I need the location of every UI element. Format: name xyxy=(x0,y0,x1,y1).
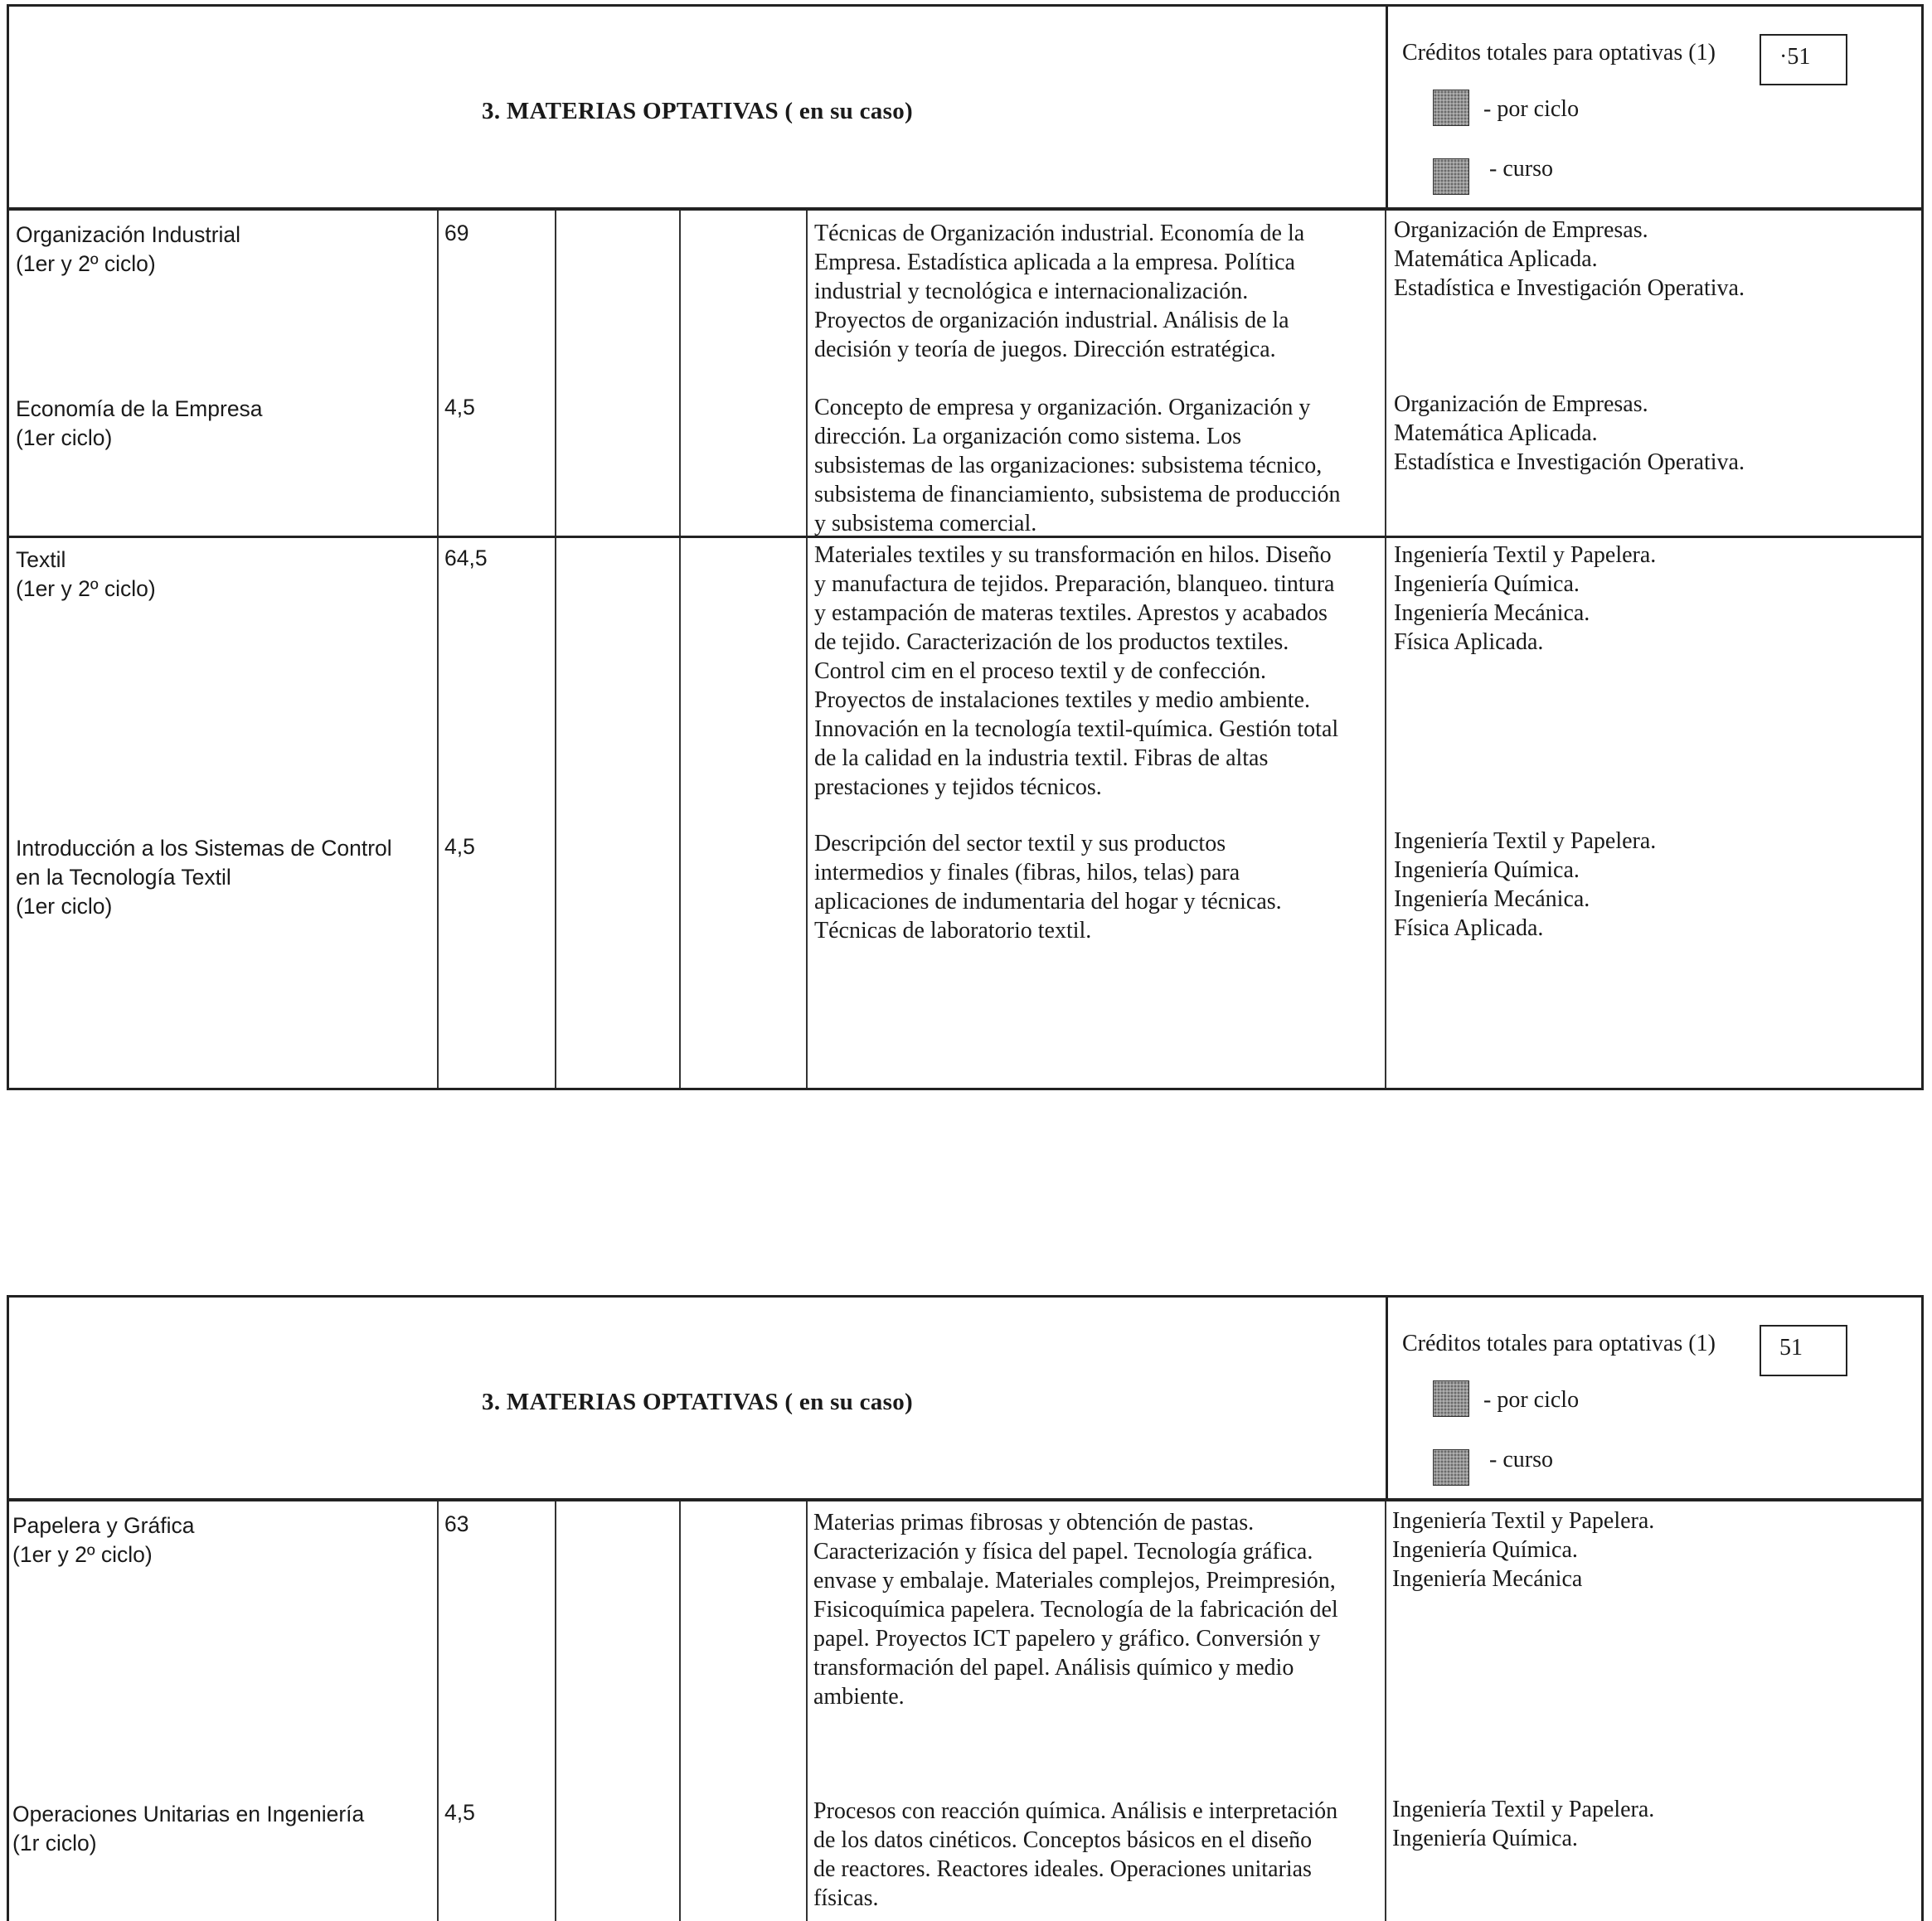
knowledge-areas xyxy=(1394,216,1925,303)
area-line: Ingeniería Textil y Papelera. xyxy=(1392,1508,1655,1534)
section-title: 3. MATERIAS OPTATIVAS ( en su caso) xyxy=(482,98,913,124)
curso-label: - curso xyxy=(1489,156,1553,182)
description-line: Empresa. Estadística aplicada a la empresa. Política xyxy=(814,250,1295,275)
subject-description xyxy=(814,541,1378,802)
curso-label: - curso xyxy=(1489,1447,1553,1472)
area-line: Ingeniería Química. xyxy=(1394,857,1580,883)
subject-name xyxy=(16,395,263,453)
description-line: Descripción del sector textil y sus productos xyxy=(814,831,1226,856)
subject-name xyxy=(12,1800,364,1858)
column-divider xyxy=(1385,1501,1386,1921)
subject-cycle: (1r ciclo) xyxy=(12,1831,97,1856)
knowledge-areas xyxy=(1394,827,1925,943)
column-divider xyxy=(679,1501,681,1921)
subject-credits: 4,5 xyxy=(444,1800,475,1825)
curso-swatch-icon xyxy=(1433,158,1469,195)
description-line: intermedios y finales (fibras, hilos, telas) para xyxy=(814,860,1240,885)
area-line: Ingeniería Textil y Papelera. xyxy=(1392,1797,1655,1822)
column-divider xyxy=(555,1501,556,1921)
description-line: de los datos cinéticos. Conceptos básicos en el diseño xyxy=(813,1827,1313,1853)
knowledge-areas xyxy=(1392,1795,1923,1853)
section-title: 3. MATERIAS OPTATIVAS ( en su caso) xyxy=(482,1389,913,1415)
description-line: Innovación en la tecnología textil-química. Gestión total xyxy=(814,716,1339,742)
area-line: Física Aplicada. xyxy=(1394,915,1544,941)
description-line: de la calidad en la industria textil. Fibras de altas xyxy=(814,745,1269,771)
subject-description xyxy=(813,1508,1377,1711)
description-line: Materias primas fibrosas y obtención de pastas. xyxy=(813,1510,1255,1535)
area-line: Ingeniería Química. xyxy=(1392,1537,1578,1563)
por-ciclo-swatch-icon xyxy=(1433,90,1469,126)
description-line: decisión y teoría de juegos. Dirección estratégica. xyxy=(814,337,1276,362)
area-line: Ingeniería Química. xyxy=(1392,1826,1578,1851)
subject-cycle: (1er y 2º ciclo) xyxy=(16,576,156,601)
table-body xyxy=(9,211,1921,1088)
credits-label: Créditos totales para optativas (1) xyxy=(1402,40,1716,65)
credits-panel xyxy=(1386,1298,1929,1498)
credits-value-box: 51 xyxy=(1760,1325,1847,1376)
subject-name-line: Operaciones Unitarias en Ingeniería xyxy=(12,1802,365,1826)
table-header xyxy=(9,7,1921,211)
description-line: y subsistema comercial. xyxy=(814,511,1037,536)
subject-description xyxy=(814,829,1378,945)
description-line: y estampación de materas textiles. Aprestos y acabados xyxy=(814,600,1328,626)
subject-name xyxy=(16,834,392,921)
description-line: y manufactura de tejidos. Preparación, blanqueo. tintura xyxy=(814,571,1335,597)
area-line: Organización de Empresas. xyxy=(1394,217,1648,243)
description-line: dirección. La organización como sistema. Los xyxy=(814,424,1241,449)
subject-name-line: Textil xyxy=(16,547,66,572)
knowledge-areas xyxy=(1394,541,1925,657)
description-line: industrial y tecnológica e internacionalización. xyxy=(814,279,1249,304)
subject-name-line: Economía de la Empresa xyxy=(16,396,263,421)
subject-name xyxy=(16,546,156,604)
optional-subjects-table-1 xyxy=(7,4,1924,1090)
description-line: Técnicas de laboratorio textil. xyxy=(814,918,1092,944)
subject-cycle: (1er ciclo) xyxy=(16,894,113,919)
description-line: Técnicas de Organización industrial. Economía de la xyxy=(814,221,1305,246)
subject-cycle: (1er y 2º ciclo) xyxy=(16,251,156,276)
column-divider xyxy=(437,211,439,1088)
area-line: Estadística e Investigación Operativa. xyxy=(1394,275,1745,301)
area-line: Física Aplicada. xyxy=(1394,629,1544,655)
credits-label: Créditos totales para optativas (1) xyxy=(1402,1331,1716,1356)
area-line: Matemática Aplicada. xyxy=(1394,246,1598,272)
column-divider xyxy=(1385,211,1386,1088)
area-line: Ingeniería Química. xyxy=(1394,571,1580,597)
subject-name-line: Papelera y Gráfica xyxy=(12,1513,195,1538)
column-divider xyxy=(437,1501,439,1921)
area-line: Ingeniería Mecánica. xyxy=(1394,600,1590,626)
credits-value-box: ·51 xyxy=(1760,34,1847,85)
area-line: Organización de Empresas. xyxy=(1394,391,1648,417)
description-line: envase y embalaje. Materiales complejos, Preimpresión, xyxy=(813,1568,1336,1594)
column-divider xyxy=(806,211,808,1088)
subject-description xyxy=(814,393,1378,538)
description-line: Fisicoquímica papelera. Tecnología de la fabricación del xyxy=(813,1597,1338,1623)
description-line: Caracterización y física del papel. Tecnología gráfica. xyxy=(813,1539,1313,1564)
subject-name-line: en la Tecnología Textil xyxy=(16,865,231,890)
subject-name-line: Organización Industrial xyxy=(16,222,241,247)
subject-description xyxy=(814,219,1378,364)
subject-name-line: Introducción a los Sistemas de Control xyxy=(16,836,392,861)
column-divider xyxy=(555,211,556,1088)
subject-description xyxy=(813,1797,1377,1913)
description-line: Materiales textiles y su transformación en hilos. Diseño xyxy=(814,542,1332,568)
description-line: de tejido. Caracterización de los productos textiles. xyxy=(814,629,1289,655)
por-ciclo-label: - por ciclo xyxy=(1483,1387,1580,1413)
subject-cycle: (1er ciclo) xyxy=(16,425,113,450)
credits-panel xyxy=(1386,7,1929,207)
table-body xyxy=(9,1501,1921,1921)
description-line: Proyectos de instalaciones textiles y medio ambiente. xyxy=(814,687,1310,713)
area-line: Estadística e Investigación Operativa. xyxy=(1394,449,1745,475)
description-line: de reactores. Reactores ideales. Operaciones unitarias xyxy=(813,1856,1312,1882)
area-line: Ingeniería Mecánica. xyxy=(1394,886,1590,912)
table-header xyxy=(9,1298,1921,1501)
description-line: físicas. xyxy=(813,1885,879,1911)
por-ciclo-label: - por ciclo xyxy=(1483,96,1580,122)
subject-credits: 4,5 xyxy=(444,395,475,420)
description-line: Concepto de empresa y organización. Organización y xyxy=(814,395,1311,420)
description-line: Control cim en el proceso textil y de confección. xyxy=(814,658,1267,684)
area-line: Matemática Aplicada. xyxy=(1394,420,1598,446)
description-line: subsistemas de las organizaciones: subsistema técnico, xyxy=(814,453,1323,478)
subject-credits: 64,5 xyxy=(444,546,488,570)
area-line: Ingeniería Textil y Papelera. xyxy=(1394,828,1657,854)
por-ciclo-swatch-icon xyxy=(1433,1380,1469,1417)
subject-credits: 63 xyxy=(444,1511,469,1536)
area-line: Ingeniería Textil y Papelera. xyxy=(1394,542,1657,568)
description-line: papel. Proyectos ICT papelero y gráfico. Conversión y xyxy=(813,1626,1321,1652)
curso-swatch-icon xyxy=(1433,1449,1469,1486)
description-line: Proyectos de organización industrial. Análisis de la xyxy=(814,308,1289,333)
description-line: subsistema de financiamiento, subsistema de producción xyxy=(814,482,1341,507)
column-divider xyxy=(806,1501,808,1921)
column-divider xyxy=(679,211,681,1088)
knowledge-areas xyxy=(1392,1506,1923,1594)
subject-cycle: (1er y 2º ciclo) xyxy=(12,1542,153,1567)
description-line: Procesos con reacción química. Análisis e interpretación xyxy=(813,1798,1338,1824)
subject-name xyxy=(16,221,240,279)
description-line: prestaciones y tejidos técnicos. xyxy=(814,774,1102,800)
subject-credits: 4,5 xyxy=(444,834,475,859)
subject-name xyxy=(12,1511,194,1569)
description-line: transformación del papel. Análisis químico y medio xyxy=(813,1655,1294,1681)
description-line: ambiente. xyxy=(813,1684,905,1710)
optional-subjects-table-2 xyxy=(7,1295,1924,1921)
description-line: aplicaciones de indumentaria del hogar y técnicas. xyxy=(814,889,1282,914)
area-line: Ingeniería Mecánica xyxy=(1392,1566,1583,1592)
subject-credits: 69 xyxy=(444,221,469,245)
knowledge-areas xyxy=(1394,390,1925,477)
